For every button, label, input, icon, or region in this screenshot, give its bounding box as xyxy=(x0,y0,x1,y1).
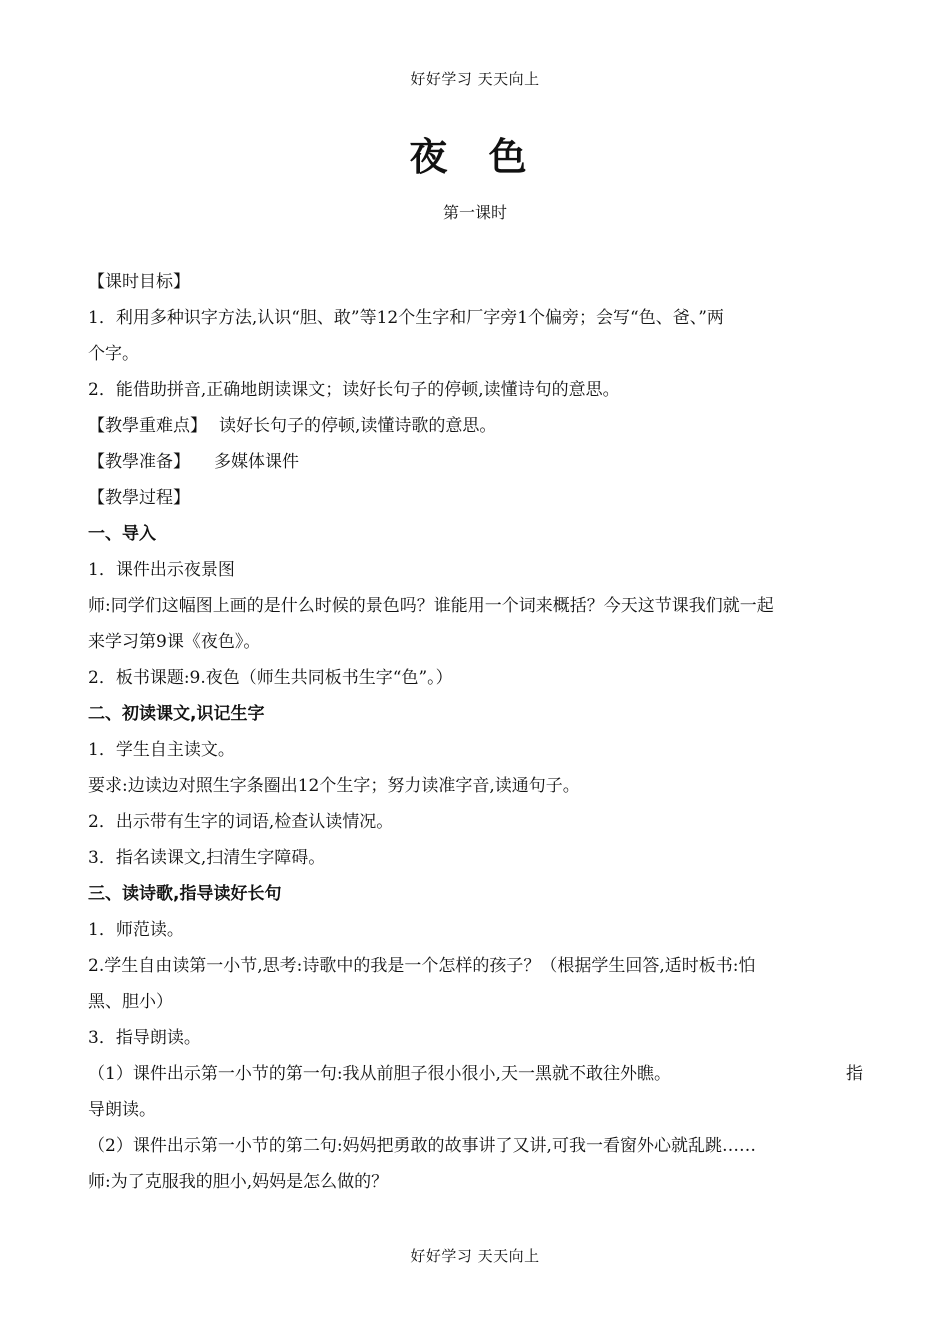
section-2-line-3: 2．出示带有生字的词语,检查认读情况。 xyxy=(88,812,394,832)
objective-1-line-2: 个字。 xyxy=(88,344,139,364)
section-3-line-5 xyxy=(88,1056,863,1092)
page-header: 好好学习 天天向上 xyxy=(410,70,540,88)
section-3-line-5-tail: 指 xyxy=(846,1064,863,1084)
objectives-heading: 【课时目标】 xyxy=(88,272,190,292)
section-2-heading: 二、初读课文,识记生字 xyxy=(88,704,265,724)
preparation-label: 【教學准备】 xyxy=(88,452,190,472)
document-title: 夜 色 xyxy=(409,135,541,179)
section-1-heading: 一、导入 xyxy=(88,524,156,544)
section-3-heading: 三、读诗歌,指导读好长句 xyxy=(88,884,282,904)
section-3-line-6: 导朗读。 xyxy=(88,1100,156,1120)
objective-1-line-1: 1．利用多种识字方法,认识“胆、敢”等12个生字和厂字旁1个偏旁；会写“色、爸、”两 xyxy=(88,308,724,328)
objective-2: 2．能借助拼音,正确地朗读课文；读好长句子的停顿,读懂诗句的意思。 xyxy=(88,380,620,400)
section-3-line-8: 师:为了克服我的胆小,妈妈是怎么做的？ xyxy=(88,1172,389,1192)
page-footer: 好好学习 天天向上 xyxy=(410,1247,540,1265)
section-1-line-4: 2．板书课题:9.夜色（师生共同板书生字“色”。） xyxy=(88,668,453,688)
section-3-line-5-text: （1）课件出示第一小节的第一句:我从前胆子很小很小,天一黑就不敢往外瞧。 xyxy=(88,1064,671,1084)
preparation-row xyxy=(88,444,863,480)
section-3-line-1: 1．师范读。 xyxy=(88,920,184,940)
section-3-line-7: （2）课件出示第一小节的第二句:妈妈把勇敢的故事讲了又讲,可我一看窗外心就乱跳…… xyxy=(88,1136,756,1156)
section-2-line-4: 3．指名读课文,扫清生字障碍。 xyxy=(88,848,326,868)
process-heading: 【教學过程】 xyxy=(88,488,190,508)
section-1-line-2: 师:同学们这幅图上画的是什么时候的景色吗？谁能用一个词来概括？今天这节课我们就一起 xyxy=(88,596,774,616)
section-1-line-1: 1．课件出示夜景图 xyxy=(88,560,235,580)
key-points-row xyxy=(88,408,863,444)
section-3-line-3: 黑、胆小） xyxy=(88,992,173,1012)
section-2-line-2: 要求:边读边对照生字条圈出12个生字；努力读准字音,读通句子。 xyxy=(88,776,580,796)
key-points-text: 读好长句子的停顿,读懂诗歌的意思。 xyxy=(219,416,497,436)
document-body xyxy=(88,264,863,1200)
document-subtitle: 第一课时 xyxy=(442,203,507,222)
key-points-label: 【教學重难点】 xyxy=(88,416,207,436)
section-3-line-4: 3．指导朗读。 xyxy=(88,1028,201,1048)
section-2-line-1: 1．学生自主读文。 xyxy=(88,740,235,760)
preparation-text: 多媒体课件 xyxy=(214,452,299,472)
section-3-line-2: 2.学生自由读第一小节,思考:诗歌中的我是一个怎样的孩子？（根据学生回答,适时板书:怕 xyxy=(88,956,756,976)
section-1-line-3: 来学习第9课《夜色》。 xyxy=(88,632,261,652)
